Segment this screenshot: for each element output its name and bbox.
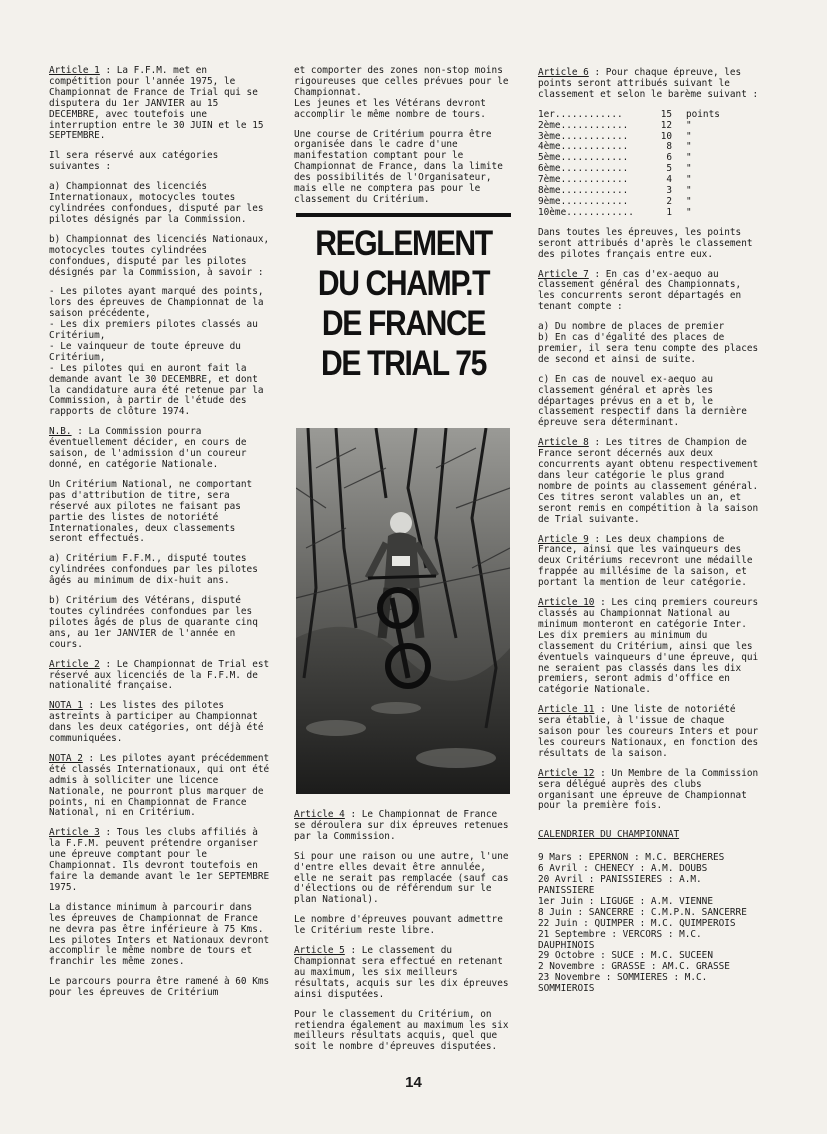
column-right [538,67,764,995]
calendar-entry: 23 Novembre : SOMMIERES : M.C. SOMMIEROIS [538,972,713,995]
calendar-list [538,853,760,995]
article-heading: Article 9 [538,533,589,545]
calendar-entry: 20 Avril : PANISSIERES : A.M. PANISSIERE [538,874,708,896]
title-line: DU CHAMP.T [317,264,490,303]
points-unit: " [686,185,692,197]
paragraph-text: : Tous les clubs affiliés à la F.F.M. peuvent prétendre organiser une épreuve comptant pour le Championnat. Ils devront toutefois en faire la demande avant le 1er SEPTEMBRE 1975. [49,827,275,893]
points-unit: points [686,108,720,120]
article-heading: Article 1 [49,65,100,76]
paragraph [49,427,271,471]
paragraph [49,752,275,819]
article-heading: Article 6 [538,67,589,78]
article-heading: Article 4 [294,809,345,820]
rank-label: 5ème............ [538,152,629,164]
paragraph-text: Il sera réservé aux catégories suivantes : [49,150,224,173]
calendar-heading: CALENDRIER DU CHAMPIONNAT [538,829,680,841]
paragraph [49,596,271,651]
rank-label: 4ème............ [538,141,629,153]
photo-illustration-icon [296,428,510,794]
rank-label: 3ème............ [538,130,629,142]
paragraph-text: et comporter des zones non-stop moins rigoureuses que celles prévues pour le Championnat. Les jeunes et les Vétérans devront accomplir le même nombre de tours. [294,65,509,120]
points-row [538,110,760,121]
paragraph-text: : Les listes des pilotes astreints à participer au Championnat dans les deux catégories, ont déjà été communiquées. [49,700,270,745]
column-middle-top [294,66,512,215]
article-heading: Article 2 [49,658,100,670]
paragraph [49,658,275,693]
paragraph-text: a) Du nombre de places de premier b) En cas d'égalité des places de premier, il sera tenu compte des places de second et ainsi de suite. [538,321,759,365]
paragraph-text: : Pour chaque épreuve, les points seront attribués suivant le classement et selon le barème suivant : [538,67,759,100]
paragraph [294,850,515,907]
article-heading: N.B. [49,426,72,438]
paragraph-text: Un Critérium National, ne comportant pas d'attribution de titre, sera réservé aux pilotes ne faisant pas partie des listes de notoriété Internationales, deux classements seront effectués. [49,478,258,545]
rank-label: 1er............ [538,108,623,120]
paragraph-text: b) Critérium des Vétérans, disputé toutes cylindrées confondues par les pilotes âgés de plus de quarante cinq ans, au 1er JANVIER de l'année en cours. [49,595,264,650]
paragraph [49,554,271,587]
paragraph [49,901,275,968]
paragraph [294,809,515,843]
article-heading: Article 3 [49,827,100,839]
points-row [538,208,760,219]
points-table [538,110,760,219]
paragraph [294,945,515,1001]
paragraph-text: : Les pilotes ayant précédemment été classés Internationaux, qui ont été admis à solliciter une licence Nationale, ne pourront plus marquer de points, ni en Championnat de France National, ni en Critérium. [49,752,275,819]
paragraph [538,535,760,590]
article-heading: Article 12 [538,767,595,779]
paragraph-text: : Les deux champions de France, ainsi que les vainqueurs des deux Critériums recevront une médaille frappée au millésime de la saison, et portant la mention de leur catégorie. [538,533,759,589]
paragraph-text: : Les titres de Champion de France seront décernés aux deux concurrents ayant obtenu respectivement dans leur catégorie le plus grand nombre de points au classement général. Ces titres seront valables un an, et seront remis en compétition à la saison de Trial suivante. [538,437,759,525]
paragraph [49,233,275,279]
paragraph-text: : Un Membre de la Commission sera délégué auprès des clubs organisant une épreuve de Championnat pour la première fois. [538,767,764,812]
calendar-entry: 8 Juin : SANCERRE : C.M.P.N. SANCERRE [538,906,747,918]
rank-label: 2ème............ [538,119,629,131]
paragraph-text: : Une liste de notoriété sera établie, à l'issue de chaque saison pour les coureurs Inters et pour les coureurs Nationaux, en fonction des résultats de la saison. [538,704,764,759]
points-unit: " [686,130,692,142]
rank-label: 10ème............ [538,206,634,218]
paragraph-text: Dans toutes les épreuves, les points seront attribués d'après le classement des pilotes français entre eux. [538,226,759,260]
paragraph-text: : Les cinq premiers coureurs classés au Championnat National au minimum monteront en catégorie Inter. Les dix premiers au minimum du classement du Critérium, ainsi que les éventuels vainqueurs d'une épreuve, qui ne seraient pas classés dans les dix premiers, seront admis d'office en catégorie Nationale. [538,597,759,696]
paragraph [538,598,760,696]
article-6-paragraph [538,68,760,101]
points-unit: " [686,119,692,131]
paragraph-text: a) Critérium F.F.M., disputé toutes cylindrées confondues par les pilotes âgés au minimum de dix-huit ans. [49,553,264,587]
points-value: 2 [666,195,672,207]
paragraph [294,66,512,121]
paragraph-text: : Le Championnat de Trial est réservé aux licenciés de la F.F.M. de nationalité française. [49,658,275,692]
page-number: 14 [405,1074,422,1091]
points-unit: " [686,163,692,175]
points-value: 15 [660,108,672,120]
rank-label: 8ème............ [538,185,629,197]
points-value: 3 [666,185,672,197]
column-left [49,65,275,1008]
paragraph-text: a) Championnat des licenciés Internationaux, motocycles toutes cylindrées confondues, disputé par les pilotes désignés par la Commission. [49,181,270,225]
calendar-entry: 6 Avril : CHENECY : A.M. DOUBS [538,863,708,875]
paragraph-text: : La F.F.M. met en compétition pour l'année 1975, le Championnat de France de Trial qui se disputera du 1er JANVIER au 15 DECEMBRE, avec toutefois une interruption entre le 30 JUIN et le 15 SEPTEMBRE. [49,65,270,142]
paragraph-text: Une course de Critérium pourra être organisée dans le cadre d'une manifestation comptant pour le Championnat de France, dans la limite des possibilités de l'Organisateur, mais elle ne comptera pas pour le classement du Critérium. [294,128,509,205]
points-value: 5 [666,163,672,175]
rank-label: 9ème............ [538,195,629,207]
points-value: 8 [666,141,672,153]
paragraph [49,182,271,226]
article-heading: Article 8 [538,437,589,449]
points-value: 6 [666,152,672,164]
points-unit: " [686,206,692,218]
paragraph-text: Pour le classement du Critérium, on retiendra également au maximum les six meilleurs résultats acquis, quel que soit le nombre d'épreuves disputées. [294,1008,515,1053]
paragraph [49,151,271,173]
paragraph [538,438,760,525]
paragraph-text: : En cas d'ex-aequo au classement général des Championnats, les concurrents seront départagés en tenant compte : [538,268,747,313]
paragraph [294,130,512,206]
rank-label: 7ème............ [538,174,629,186]
article-heading: Article 11 [538,704,595,716]
paragraph [538,270,760,314]
calendar-entry: 22 Juin : QUIMPER : M.C. QUIMPEROIS [538,917,736,929]
paragraph [294,915,512,937]
article-heading: Article 10 [538,597,595,609]
paragraph [538,375,760,430]
paragraph [538,228,760,261]
paragraph [538,322,760,366]
title-line: REGLEMENT [315,224,492,263]
title-line: DE TRIAL 75 [321,344,486,383]
column-middle-bottom [294,809,515,1062]
paragraph-text: : Le Championnat de France se déroulera sur dix épreuves retenues par la Commission. [294,809,515,842]
article-heading: Article 7 [538,268,589,280]
paragraph-text: - Les pilotes ayant marqué des points, lors des épreuves de Championnat de la saison précédente, - Les dix premiers pilotes classés au Critérium, - Le vainqueur de toute épreuve du Critérium, - Les pilotes qui en auront fait la demande avant le 30 DECEMBRE, et dont la candidature aura été retenue par la Commission, à partir de l'étude des rapports de clôture 1974. [49,286,264,418]
paragraph [49,66,271,142]
paragraph [294,1008,515,1054]
points-unit: " [686,195,692,207]
paragraph [49,480,271,545]
paragraph-text: Si pour une raison ou une autre, l'une d'entre elles devait être annulée, elle ne serait pas remplacée (sauf cas d'élections ou de référendum sur le plan National). [294,850,515,906]
article-heading: NOTA 2 [49,752,83,764]
points-value: 12 [660,119,672,131]
calendar-entry: 21 Septembre : VERCORS : M.C. DAUPHINOIS [538,928,708,951]
trial-rider-photo [296,428,510,794]
calendar-entry: 1er Juin : LIGUGE : A.M. VIENNE [538,895,713,907]
points-value: 10 [660,130,672,142]
paragraph-text: c) En cas de nouvel ex-aequo au classement général et après les départages prévus en a et b, le classement respectif dans la dernière épreuve sera déterminant. [538,373,753,429]
points-unit: " [686,141,692,153]
page-title [311,224,496,384]
paragraph [49,827,275,893]
calendar-entry: 2 Novembre : GRASSE : AM.C. GRASSE [538,961,730,973]
paragraph-text: : La Commission pourra éventuellement décider, en cours de saison, de l'admission d'un coureur donné, en catégorie Nationale. [49,426,253,470]
paragraph [49,701,271,745]
rank-label: 6ème............ [538,163,629,175]
article-heading: NOTA 1 [49,700,83,712]
paragraph-text: Le nombre d'épreuves pouvant admettre le Critérium reste libre. [294,914,509,937]
points-row [538,121,760,132]
calendar-entry: 9 Mars : EPERNON : M.C. BERCHERES [538,852,725,864]
paragraph [49,976,275,999]
paragraph-text: : Le classement du Championnat sera effectué en retenant au maximum, les six meilleurs résultats, acquis sur les dix épreuves ainsi disputées. [294,945,515,1000]
points-unit: " [686,152,692,164]
title-rule [296,213,511,217]
paragraph [538,767,764,813]
paragraph-text: La distance minimum à parcourir dans les épreuves de Championnat de France ne devra pas être inférieure à 75 Kms. Les pilotes Inters et Nationaux devront accomplir le même nombre de tours et franchir les même zones. [49,901,275,968]
paragraph [538,704,764,760]
article-heading: Article 5 [294,945,345,957]
calendar-entry: 29 Octobre : SUCE : M.C. SUCEEN [538,950,713,962]
paragraph-text: b) Championnat des licenciés Nationaux, motocycles toutes cylindrées confondues, disputé par les pilotes désignés par la Commission, à savoir : [49,233,275,278]
paragraph [49,287,271,418]
paragraph-text: Le parcours pourra être ramené à 60 Kms pour les épreuves de Critérium [49,976,275,999]
points-unit: " [686,174,692,186]
title-line: DE FRANCE [321,304,486,343]
points-value: 4 [666,174,672,186]
points-value: 1 [666,206,672,218]
